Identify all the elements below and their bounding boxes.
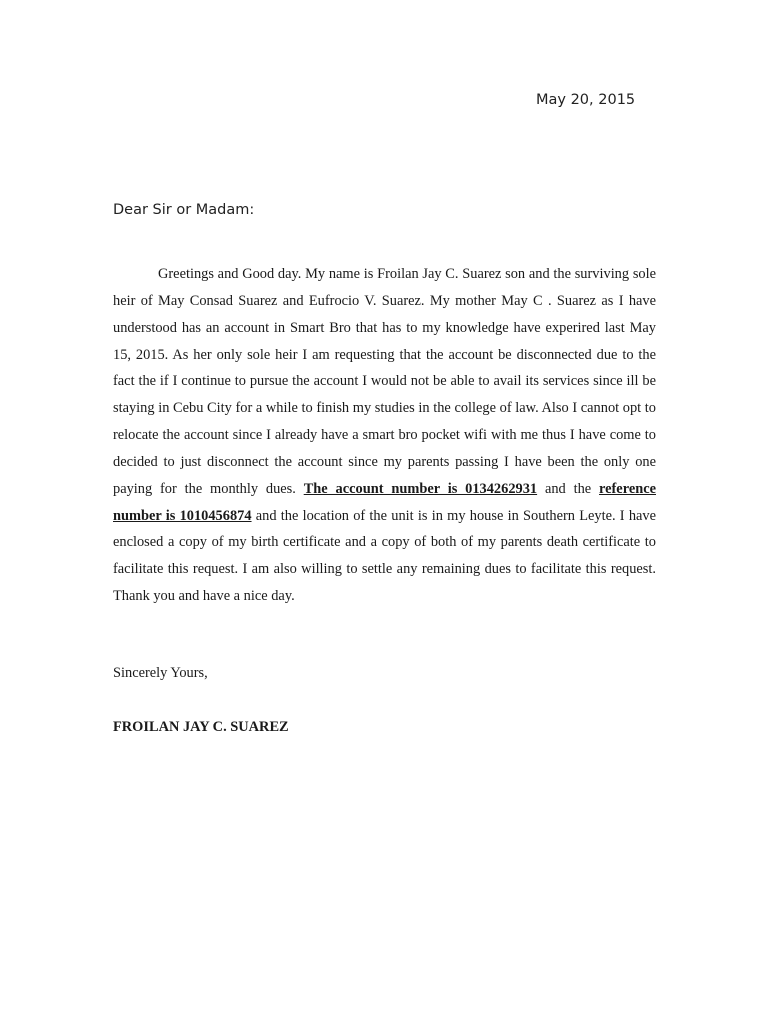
closing: Sincerely Yours, [113, 665, 208, 681]
salutation: Dear Sir or Madam: [113, 202, 255, 218]
body-text-part-1: Greetings and Good day. My name is Froilan Jay C. Suarez son and the surviving sole heir of May Consad Suarez and Eufrocio V. Suarez. My mother May C . Suarez as I have understood has an account in Smart Bro that has to my knowledge have experired last May 15, 2015. As her only sole heir I am requesting that the account be disconnected due to the fact the if I continue to pursue the account I would not be able to avail its services since ill be staying in Cebu City for a while to finish my studies in the college of law. Also I cannot opt to relocate the account since I already have a smart bro pocket wifi with me thus I have come to decided to just disconnect the account since my parents passing I have been the only one paying for the monthly dues. [113, 266, 656, 497]
reference-number-text: reference number is 1010456874 [113, 480, 656, 524]
letter-date: May 20, 2015 [536, 92, 636, 108]
body-text-part-3: and the location of the unit is in my house in Southern Leyte. I have enclosed a copy of my birth certificate and a copy of both of my parents death certificate to facilitate this request. I am also willing to settle any remaining dues to facilitate this request. Thank you and have a nice day. [113, 507, 656, 605]
signature-name: FROILAN JAY C. SUAREZ [113, 719, 289, 735]
letter-body [113, 261, 656, 610]
body-text-part-2: and the [537, 480, 599, 497]
account-number-text: The account number is 0134262931 [303, 480, 538, 497]
